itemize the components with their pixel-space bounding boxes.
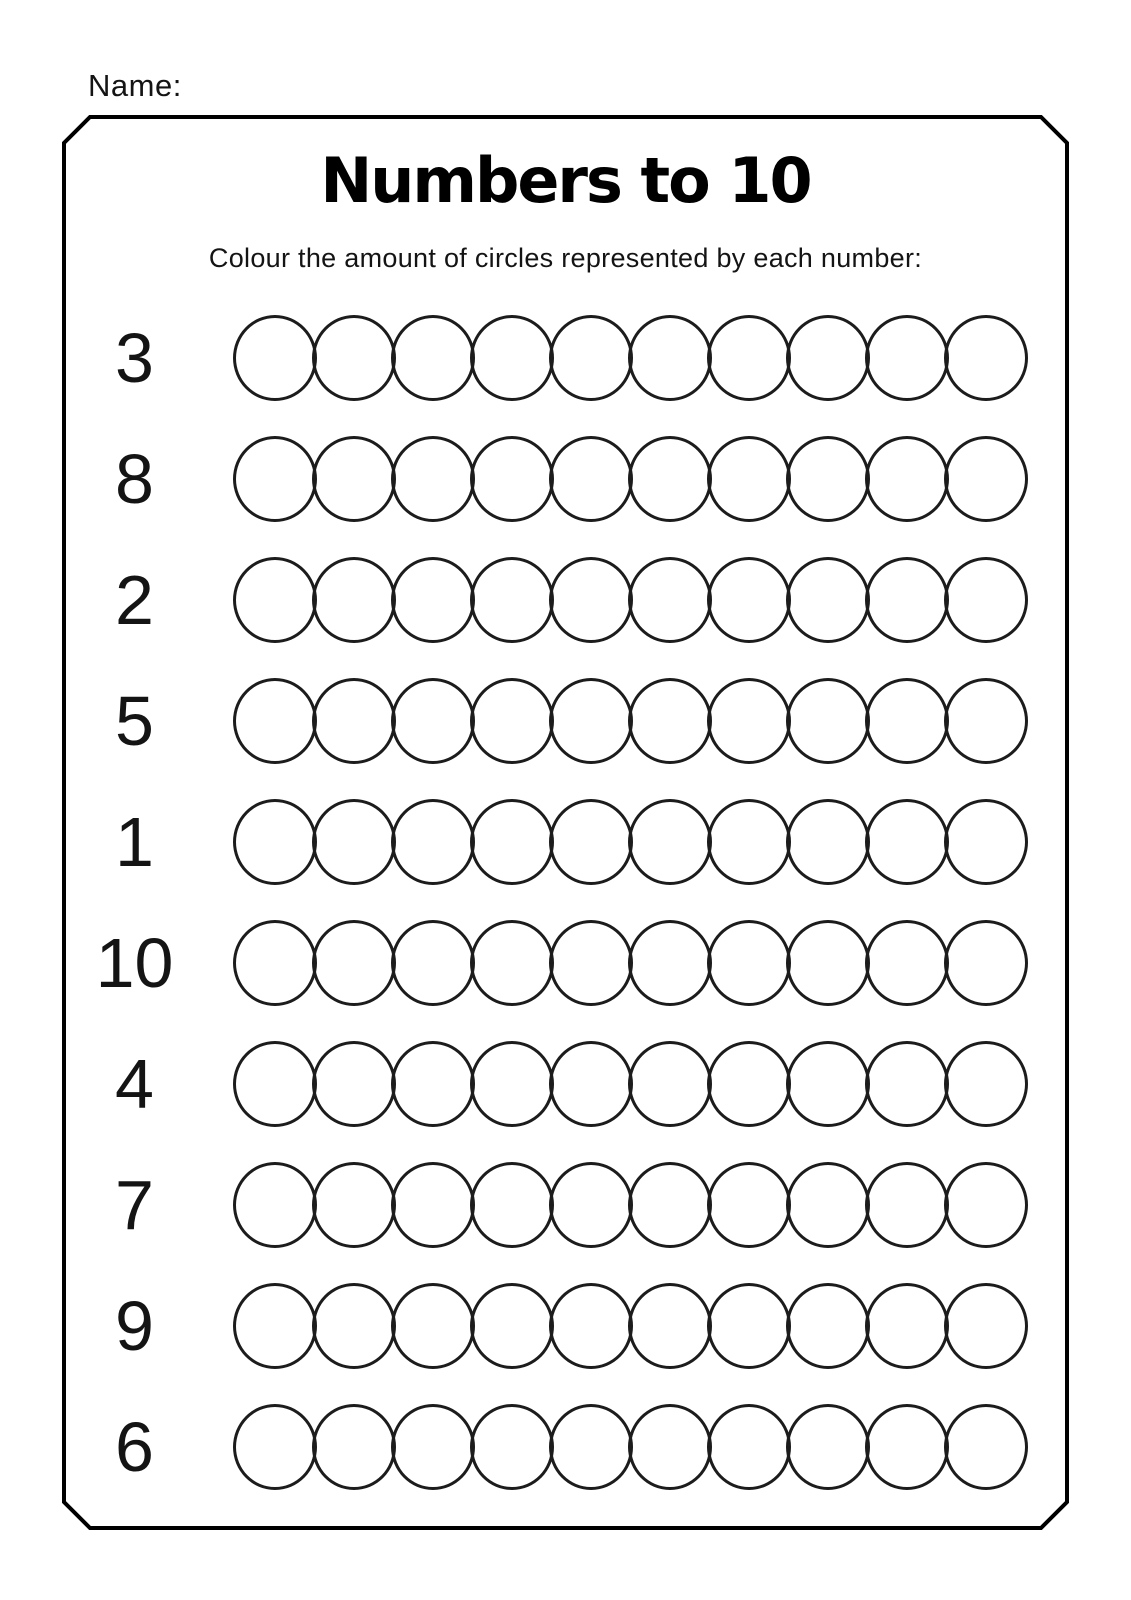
row-number: 8: [115, 439, 154, 518]
circle-row: [233, 1041, 1023, 1127]
circle-row: [233, 678, 1023, 764]
colour-circle[interactable]: [470, 799, 554, 885]
colour-circle[interactable]: [628, 1283, 712, 1369]
row-number: 6: [115, 1407, 154, 1486]
colour-circle[interactable]: [628, 1404, 712, 1490]
colour-circle[interactable]: [312, 920, 396, 1006]
colour-circle[interactable]: [944, 315, 1028, 401]
colour-circle[interactable]: [786, 1283, 870, 1369]
colour-circle[interactable]: [707, 1283, 791, 1369]
colour-circle[interactable]: [549, 1041, 633, 1127]
colour-circle[interactable]: [786, 557, 870, 643]
rows: [62, 297, 1069, 1507]
colour-circle[interactable]: [312, 436, 396, 522]
colour-circle[interactable]: [707, 1162, 791, 1248]
circle-row: [233, 315, 1023, 401]
colour-circle[interactable]: [707, 436, 791, 522]
colour-circle[interactable]: [944, 920, 1028, 1006]
colour-circle[interactable]: [865, 920, 949, 1006]
colour-circle[interactable]: [549, 920, 633, 1006]
colour-circle[interactable]: [549, 1283, 633, 1369]
circle-row: [233, 1404, 1023, 1490]
colour-circle[interactable]: [865, 1404, 949, 1490]
circle-row: [233, 920, 1023, 1006]
colour-circle[interactable]: [470, 920, 554, 1006]
circle-row: [233, 557, 1023, 643]
colour-circle[interactable]: [312, 799, 396, 885]
colour-circle[interactable]: [312, 678, 396, 764]
colour-circle[interactable]: [391, 799, 475, 885]
colour-circle[interactable]: [628, 799, 712, 885]
colour-circle[interactable]: [628, 557, 712, 643]
colour-circle[interactable]: [707, 557, 791, 643]
colour-circle[interactable]: [865, 1283, 949, 1369]
colour-circle[interactable]: [470, 678, 554, 764]
colour-circle[interactable]: [549, 1404, 633, 1490]
row-number: 3: [115, 318, 154, 397]
colour-circle[interactable]: [233, 1283, 317, 1369]
colour-circle[interactable]: [549, 315, 633, 401]
colour-circle[interactable]: [233, 315, 317, 401]
worksheet-sheet: [62, 115, 1069, 1530]
colour-circle[interactable]: [786, 315, 870, 401]
colour-circle[interactable]: [628, 1041, 712, 1127]
colour-circle[interactable]: [786, 799, 870, 885]
colour-circle[interactable]: [391, 315, 475, 401]
colour-circle[interactable]: [944, 1283, 1028, 1369]
colour-circle[interactable]: [391, 1162, 475, 1248]
colour-circle[interactable]: [628, 315, 712, 401]
page-title: Numbers to 10: [320, 144, 811, 217]
colour-circle[interactable]: [312, 1283, 396, 1369]
colour-circle[interactable]: [549, 799, 633, 885]
colour-circle[interactable]: [391, 678, 475, 764]
colour-circle[interactable]: [312, 315, 396, 401]
worksheet-row: [62, 1023, 1069, 1144]
colour-circle[interactable]: [944, 557, 1028, 643]
colour-circle[interactable]: [391, 1041, 475, 1127]
row-number: 2: [115, 560, 154, 639]
circle-row: [233, 1283, 1023, 1369]
row-number: 5: [115, 681, 154, 760]
colour-circle[interactable]: [707, 920, 791, 1006]
colour-circle[interactable]: [312, 1162, 396, 1248]
worksheet-row: [62, 660, 1069, 781]
colour-circle[interactable]: [707, 678, 791, 764]
worksheet-row: [62, 1386, 1069, 1507]
worksheet-row: [62, 539, 1069, 660]
colour-circle[interactable]: [233, 436, 317, 522]
colour-circle[interactable]: [233, 678, 317, 764]
name-label: Name:: [88, 68, 182, 103]
row-number: 10: [95, 923, 174, 1002]
colour-circle[interactable]: [470, 436, 554, 522]
colour-circle[interactable]: [786, 1041, 870, 1127]
colour-circle[interactable]: [786, 436, 870, 522]
row-number: 7: [115, 1165, 154, 1244]
colour-circle[interactable]: [391, 1283, 475, 1369]
colour-circle[interactable]: [233, 1404, 317, 1490]
colour-circle[interactable]: [470, 1162, 554, 1248]
colour-circle[interactable]: [233, 799, 317, 885]
circle-row: [233, 799, 1023, 885]
worksheet-row: [62, 902, 1069, 1023]
colour-circle[interactable]: [707, 799, 791, 885]
colour-circle[interactable]: [312, 1041, 396, 1127]
worksheet-row: [62, 297, 1069, 418]
colour-circle[interactable]: [786, 678, 870, 764]
row-number: 1: [115, 802, 154, 881]
colour-circle[interactable]: [944, 1162, 1028, 1248]
colour-circle[interactable]: [312, 557, 396, 643]
colour-circle[interactable]: [865, 1041, 949, 1127]
colour-circle[interactable]: [865, 557, 949, 643]
colour-circle[interactable]: [865, 799, 949, 885]
colour-circle[interactable]: [391, 557, 475, 643]
colour-circle[interactable]: [786, 1404, 870, 1490]
colour-circle[interactable]: [470, 557, 554, 643]
worksheet-row: [62, 418, 1069, 539]
colour-circle[interactable]: [944, 436, 1028, 522]
circle-row: [233, 1162, 1023, 1248]
colour-circle[interactable]: [233, 557, 317, 643]
colour-circle[interactable]: [628, 678, 712, 764]
colour-circle[interactable]: [707, 1404, 791, 1490]
colour-circle[interactable]: [944, 1041, 1028, 1127]
colour-circle[interactable]: [233, 1041, 317, 1127]
colour-circle[interactable]: [865, 436, 949, 522]
colour-circle[interactable]: [391, 1404, 475, 1490]
colour-circle[interactable]: [470, 315, 554, 401]
colour-circle[interactable]: [865, 678, 949, 764]
colour-circle[interactable]: [628, 1162, 712, 1248]
colour-circle[interactable]: [549, 1162, 633, 1248]
colour-circle[interactable]: [707, 315, 791, 401]
instruction-text: Colour the amount of circles represented by each number:: [208, 243, 923, 273]
colour-circle[interactable]: [391, 436, 475, 522]
colour-circle[interactable]: [944, 799, 1028, 885]
row-number: 4: [115, 1044, 154, 1123]
colour-circle[interactable]: [549, 436, 633, 522]
colour-circle[interactable]: [628, 436, 712, 522]
colour-circle[interactable]: [470, 1283, 554, 1369]
colour-circle[interactable]: [865, 315, 949, 401]
colour-circle[interactable]: [470, 1404, 554, 1490]
circle-row: [233, 436, 1023, 522]
colour-circle[interactable]: [944, 1404, 1028, 1490]
colour-circle[interactable]: [707, 1041, 791, 1127]
colour-circle[interactable]: [391, 920, 475, 1006]
colour-circle[interactable]: [549, 557, 633, 643]
colour-circle[interactable]: [865, 1162, 949, 1248]
worksheet-row: [62, 781, 1069, 902]
colour-circle[interactable]: [786, 1162, 870, 1248]
colour-circle[interactable]: [470, 1041, 554, 1127]
colour-circle[interactable]: [233, 1162, 317, 1248]
colour-circle[interactable]: [312, 1404, 396, 1490]
worksheet-row: [62, 1265, 1069, 1386]
colour-circle[interactable]: [786, 920, 870, 1006]
worksheet-row: [62, 1144, 1069, 1265]
row-number: 9: [115, 1286, 154, 1365]
colour-circle[interactable]: [628, 920, 712, 1006]
colour-circle[interactable]: [233, 920, 317, 1006]
colour-circle[interactable]: [944, 678, 1028, 764]
colour-circle[interactable]: [549, 678, 633, 764]
